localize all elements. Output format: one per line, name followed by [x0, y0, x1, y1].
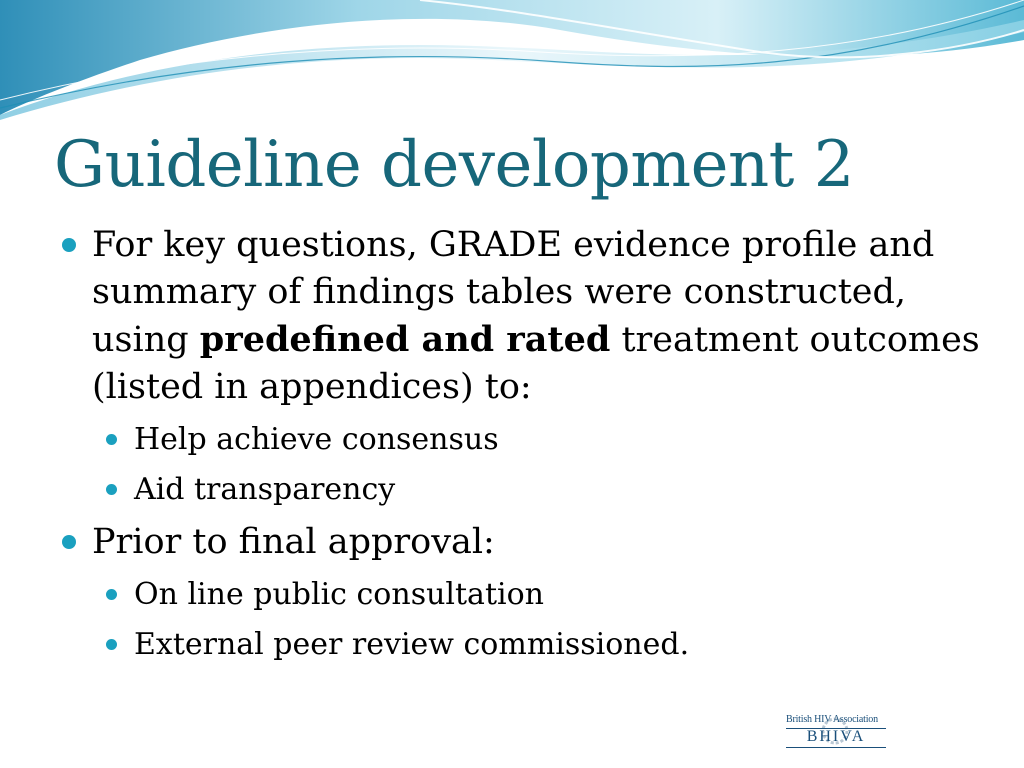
- bullet-dot-icon: [62, 535, 76, 549]
- sub-bullet-item: [62, 620, 982, 670]
- sub-bullet-text: On line public consultation: [134, 577, 544, 612]
- logo-divider: [786, 747, 886, 748]
- sub-bullet-dot-icon: [106, 434, 117, 445]
- bullet-text: For key questions, GRADE evidence profile and summary of findings tables were constructed, using: [92, 225, 935, 360]
- sub-bullet-text: External peer review commissioned.: [134, 627, 690, 662]
- sub-bullet-item: [62, 415, 982, 465]
- bhiva-logo: [786, 711, 888, 755]
- sub-bullet-dot-icon: [106, 589, 117, 600]
- bullet-text-bold: predefined and rated: [199, 319, 611, 360]
- sub-bullet-item: [62, 570, 982, 620]
- logo-association-text: British HIV Association: [786, 714, 878, 725]
- bullet-list: [62, 222, 982, 670]
- logo-acronym: BHIVA: [806, 728, 866, 745]
- sub-bullet-text: Aid transparency: [134, 472, 396, 507]
- slide-title: Guideline development 2: [54, 128, 854, 202]
- sub-bullet-dot-icon: [106, 484, 117, 495]
- bullet-text: treatment outcomes (listed in appendices) to:: [92, 320, 980, 407]
- bullet-dot-icon: [62, 238, 76, 252]
- sub-bullet-text: Help achieve consensus: [134, 422, 499, 457]
- sub-bullet-dot-icon: [106, 639, 117, 650]
- bullet-text: Prior to final approval:: [92, 522, 495, 562]
- sub-bullet-item: [62, 465, 982, 515]
- bullet-item: [62, 222, 982, 411]
- bullet-item: [62, 519, 982, 566]
- header-wave-decoration: [0, 0, 1024, 130]
